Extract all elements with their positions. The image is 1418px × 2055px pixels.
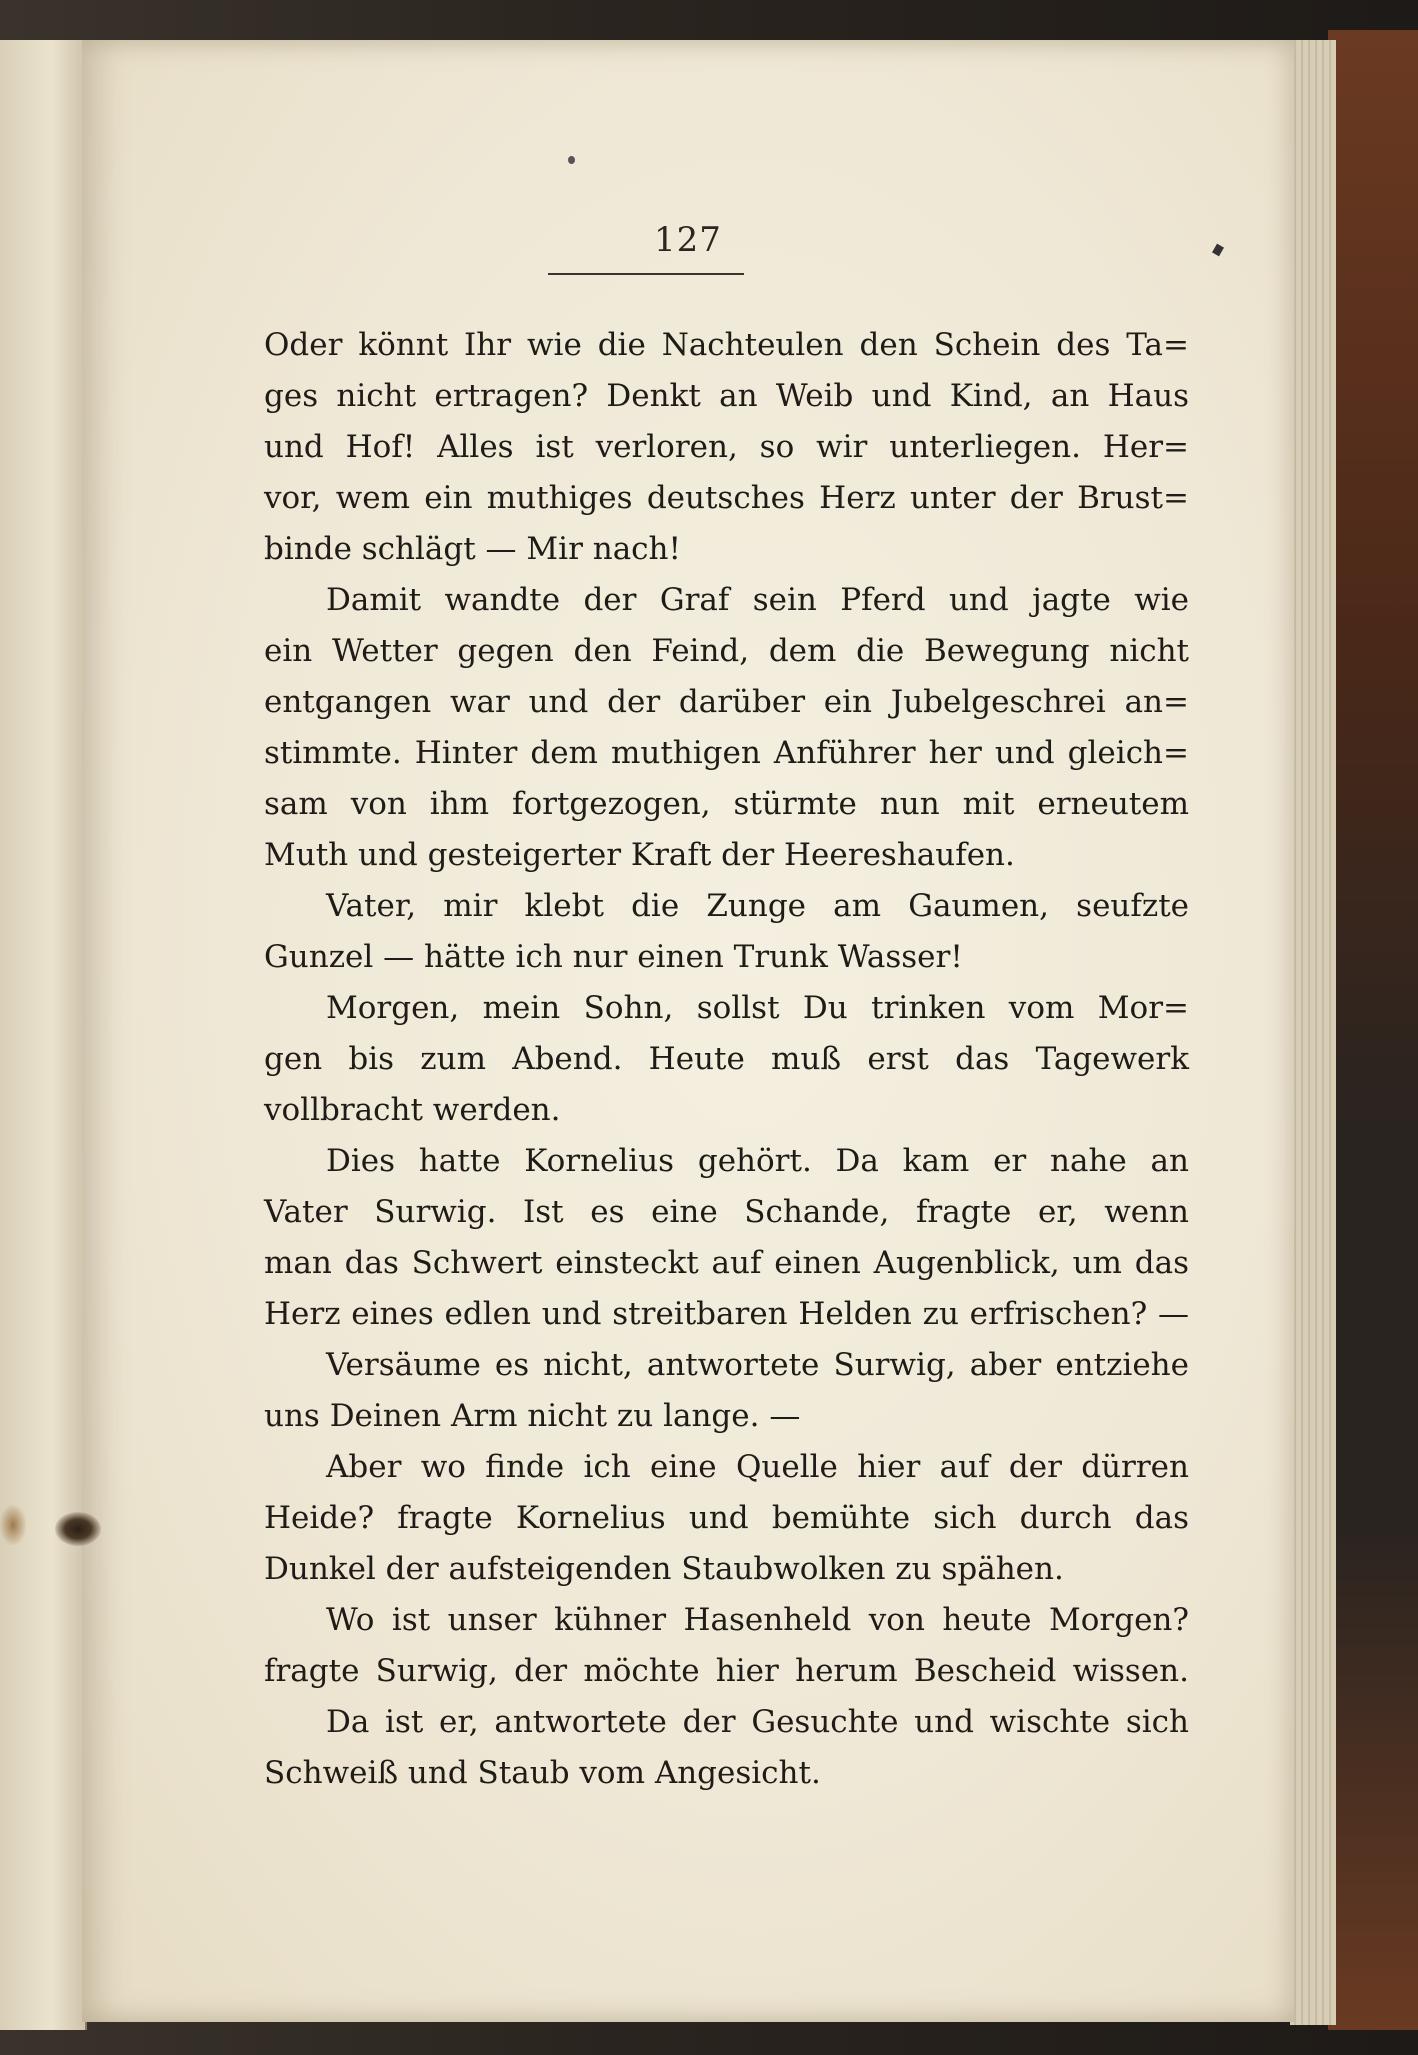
body-text bbox=[264, 320, 1189, 1799]
ink-dot bbox=[568, 156, 575, 164]
text-line: man das Schwert einsteckt auf einen Augenblick, um das bbox=[264, 1245, 1189, 1281]
text-line: Versäume es nicht, antwortete Surwig, aber entziehe bbox=[326, 1347, 1189, 1383]
text-line: Muth und gesteigerter Kraft der Heereshaufen. bbox=[264, 837, 1015, 873]
text-line: gen bis zum Abend. Heute muß erst das Tagewerk bbox=[264, 1041, 1189, 1077]
text-line: Gunzel — hätte ich nur einen Trunk Wasser! bbox=[264, 939, 963, 975]
header-rule bbox=[548, 273, 744, 275]
text-line: Herz eines edlen und streitbaren Helden zu erfrischen? — bbox=[264, 1296, 1189, 1332]
text-line: entgangen war und der darüber ein Jubelgeschrei an= bbox=[264, 684, 1189, 720]
text-line: Aber wo finde ich eine Quelle hier auf der dürren bbox=[326, 1449, 1189, 1485]
book-page bbox=[82, 40, 1294, 2022]
text-line: Vater, mir klebt die Zunge am Gaumen, seufzte bbox=[326, 888, 1189, 924]
text-line: Heide? fragte Kornelius und bemühte sich durch das bbox=[264, 1500, 1189, 1536]
text-line: ges nicht ertragen? Denkt an Weib und Kind, an Haus bbox=[264, 378, 1189, 414]
text-line: stimmte. Hinter dem muthigen Anführer her und gleich= bbox=[264, 735, 1189, 771]
ink-blot bbox=[55, 1512, 101, 1546]
text-line: binde schlägt — Mir nach! bbox=[264, 531, 681, 567]
text-line: und Hof! Alles ist verloren, so wir unterliegen. Her= bbox=[264, 429, 1189, 465]
text-line: Dunkel der aufsteigenden Staubwolken zu spähen. bbox=[264, 1551, 1064, 1587]
page-number: 127 bbox=[654, 220, 722, 260]
text-line: sam von ihm fortgezogen, stürmte nun mit erneutem bbox=[264, 786, 1189, 822]
left-page-edge bbox=[0, 40, 87, 2030]
text-line: vollbracht werden. bbox=[264, 1092, 561, 1128]
text-line: fragte Surwig, der möchte hier herum Bescheid wissen. bbox=[264, 1653, 1189, 1689]
leather-cover-edge bbox=[1328, 30, 1418, 2030]
page-edges bbox=[1290, 40, 1336, 2025]
text-line: Morgen, mein Sohn, sollst Du trinken vom Mor= bbox=[326, 990, 1189, 1026]
text-line: Da ist er, antwortete der Gesuchte und wischte sich bbox=[326, 1704, 1189, 1740]
text-line: Oder könnt Ihr wie die Nachteulen den Schein des Ta= bbox=[264, 327, 1189, 363]
text-line: vor, wem ein muthiges deutsches Herz unter der Brust= bbox=[264, 480, 1189, 516]
text-line: ein Wetter gegen den Feind, dem die Bewegung nicht bbox=[264, 633, 1189, 669]
text-line: Schweiß und Staub vom Angesicht. bbox=[264, 1755, 821, 1791]
text-line: Wo ist unser kühner Hasenheld von heute Morgen? bbox=[326, 1602, 1189, 1638]
text-line: Dies hatte Kornelius gehört. Da kam er nahe an bbox=[326, 1143, 1189, 1179]
stain bbox=[0, 1505, 26, 1545]
text-line: uns Deinen Arm nicht zu lange. — bbox=[264, 1398, 801, 1434]
text-line: Vater Surwig. Ist es eine Schande, fragte er, wenn bbox=[264, 1194, 1189, 1230]
text-line: Damit wandte der Graf sein Pferd und jagte wie bbox=[326, 582, 1189, 618]
